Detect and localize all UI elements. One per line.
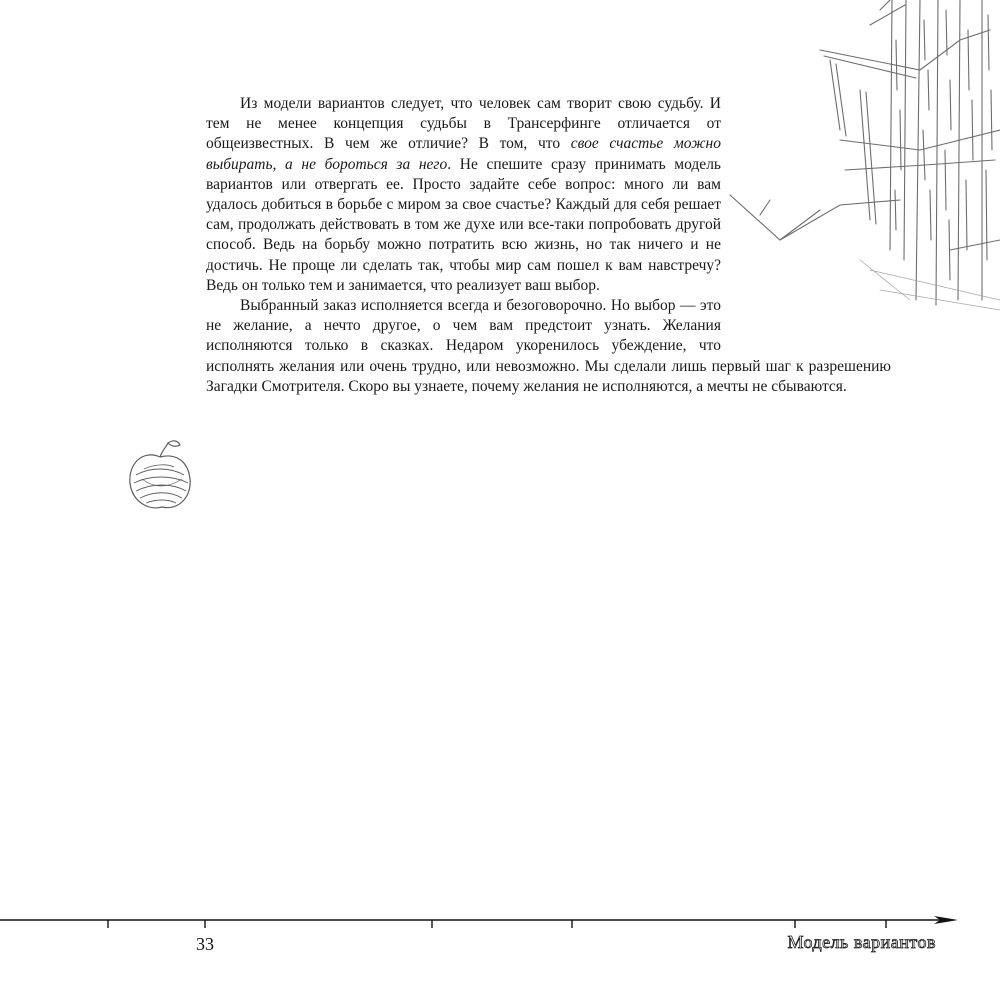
illustration-text-wrap-space — [721, 193, 891, 356]
apple-sketch-icon — [122, 435, 197, 515]
body-text — [206, 94, 891, 397]
paragraph-1-emphasis: свое счастье можно выбирать, а не бороться за него — [206, 135, 721, 173]
paragraph-2: Выбранный заказ исполняется всегда и безоговорочно. Но выбор — это не желание, а нечто другое, о чем вам предстоит узнать. Желания исполняются только в сказках. Недаром укоренилось убеждение, что исполнять желания или очень трудно, или невозможно. Мы сделали лишь первый шаг к разрешению Загадки Смотрителя. Скоро вы узнаете, почему желания не исполняются, а мечты не сбываются. — [206, 297, 891, 395]
paragraph-1-text-end: . Не спешите сразу принимать модель вариантов или отвергать ее. Просто задайте себе вопрос: много ли вам удалось добиться в борьбе с миром за свое счастье? Каждый для себя решает сам, продолжать действовать в том же духе или все-таки попробовать другой способ. Ведь на борьбу можно потратить всю жизнь, но так ничего и не достичь. Не проще ли сделать так, чтобы мир сам пошел к вам навстречу? Ведь он только тем и занимается, что реализует ваш выбор. — [206, 155, 721, 294]
footer-rule — [0, 908, 1000, 934]
page-number: 33 — [196, 934, 214, 954]
running-title: Модель вариантов — [787, 932, 936, 952]
paragraph-1-text-start: Из модели вариантов следует, что человек сам творит свою судьбу. И тем не менее концепция судьбы в Трансерфинге отличается от общеизвестных. В чем же отличие? В том, что — [206, 95, 721, 153]
